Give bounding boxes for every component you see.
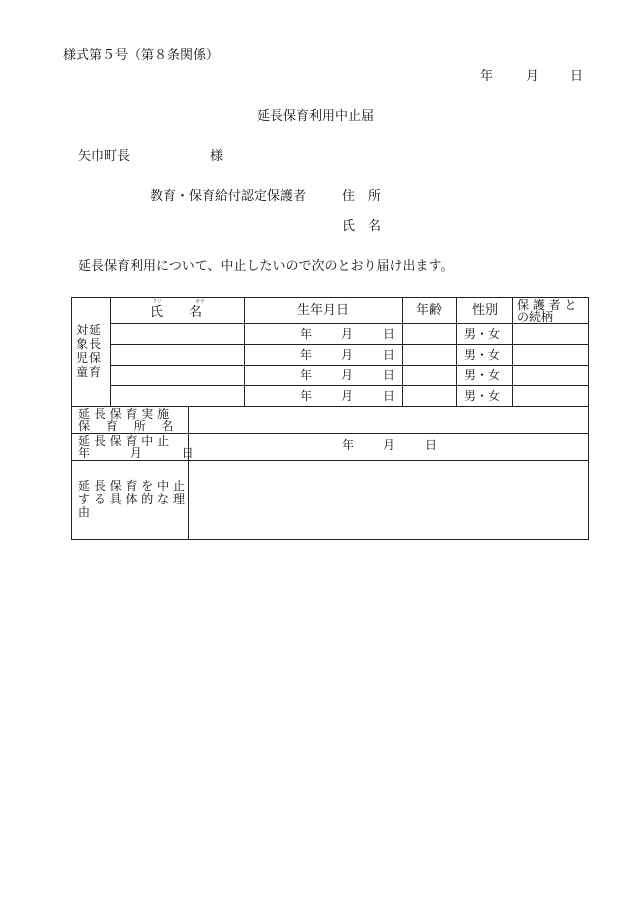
stop-day-label: 日: [425, 438, 438, 452]
facility-label-line2: 保 育 所 名: [78, 419, 174, 433]
table-rule: [244, 297, 245, 407]
child-age-field[interactable]: [403, 345, 456, 365]
sex-option[interactable]: 男・女: [464, 327, 501, 341]
stop-month-label: 月: [383, 438, 396, 452]
child-name-field[interactable]: [111, 386, 244, 406]
relation-field[interactable]: [513, 366, 588, 385]
relation-field[interactable]: [513, 345, 588, 365]
form-id: 様式第５号（第８条関係）: [63, 48, 220, 63]
furigana-left: フリ: [152, 299, 162, 305]
reason-label-line1: 延 長 保 育 を 中 止: [78, 479, 185, 493]
addressee-honorific: 様: [210, 149, 224, 164]
stop-date-label-line2: 年 月 日: [78, 446, 194, 460]
header-name: 氏 名: [150, 305, 203, 320]
child-age-field[interactable]: [403, 386, 456, 406]
furigana-right: ガナ: [195, 299, 206, 305]
table-rule: [456, 297, 457, 407]
side-char: 象: [76, 337, 89, 351]
birth-day-label: 日: [383, 368, 396, 382]
name-label: 氏 名: [342, 219, 382, 234]
reason-label-line2: す る 具 体 的 な 理: [78, 492, 185, 506]
address-label: 住 所: [342, 189, 382, 204]
birth-day-label: 日: [383, 348, 396, 362]
date-day-label: 日: [570, 69, 584, 84]
header-age: 年齢: [416, 303, 443, 318]
side-char: 童: [76, 365, 89, 379]
facility-label-line1: 延 長 保 育 実 施: [78, 407, 170, 421]
statement: 延長保育利用について、中止したいので次のとおり届け出ます。: [78, 259, 454, 274]
birth-year-label: 年: [300, 327, 313, 341]
child-name-field[interactable]: [111, 366, 244, 385]
side-char: 育: [89, 365, 102, 379]
birth-month-label: 月: [341, 348, 354, 362]
facility-name-field[interactable]: [189, 407, 588, 433]
birth-year-label: 年: [300, 368, 313, 382]
stop-date-label-line1: 延 長 保 育 中 止: [78, 434, 170, 448]
side-char: 保: [89, 351, 102, 365]
reason-label-line3: 由: [78, 505, 91, 519]
child-name-field[interactable]: [111, 324, 244, 344]
child-age-field[interactable]: [403, 366, 456, 385]
sex-option[interactable]: 男・女: [464, 368, 501, 382]
header-birthdate: 生年月日: [297, 303, 350, 318]
birth-year-label: 年: [300, 389, 313, 403]
addressee-name: 矢巾町長: [78, 149, 131, 164]
table-border-left: [71, 297, 72, 540]
header-relation-line2: の続柄: [517, 310, 554, 324]
date-month-label: 月: [526, 69, 540, 84]
table-border-right: [588, 297, 589, 540]
child-age-field[interactable]: [403, 324, 456, 344]
relation-field[interactable]: [513, 324, 588, 344]
stop-year-label: 年: [342, 438, 355, 452]
header-sex: 性別: [472, 303, 499, 318]
birth-day-label: 日: [383, 327, 396, 341]
header-relation-line1: 保 護 者 と: [517, 298, 577, 312]
reason-field[interactable]: [189, 461, 588, 539]
side-char: 児: [76, 351, 89, 365]
applicant-role: 教育・保育給付認定保護者: [150, 189, 307, 204]
page-title: 延長保育利用中止届: [257, 109, 375, 124]
relation-field[interactable]: [513, 386, 588, 406]
child-name-field[interactable]: [111, 345, 244, 365]
date-year-label: 年: [480, 69, 494, 84]
birth-month-label: 月: [341, 327, 354, 341]
table-border-bottom: [71, 539, 589, 540]
birth-day-label: 日: [383, 389, 396, 403]
birth-year-label: 年: [300, 348, 313, 362]
birth-month-label: 月: [341, 368, 354, 382]
side-char: 延: [89, 323, 102, 337]
sex-option[interactable]: 男・女: [464, 389, 501, 403]
side-char: 対: [76, 323, 89, 337]
birth-month-label: 月: [341, 389, 354, 403]
sex-option[interactable]: 男・女: [464, 348, 501, 362]
side-char: 長: [89, 337, 102, 351]
